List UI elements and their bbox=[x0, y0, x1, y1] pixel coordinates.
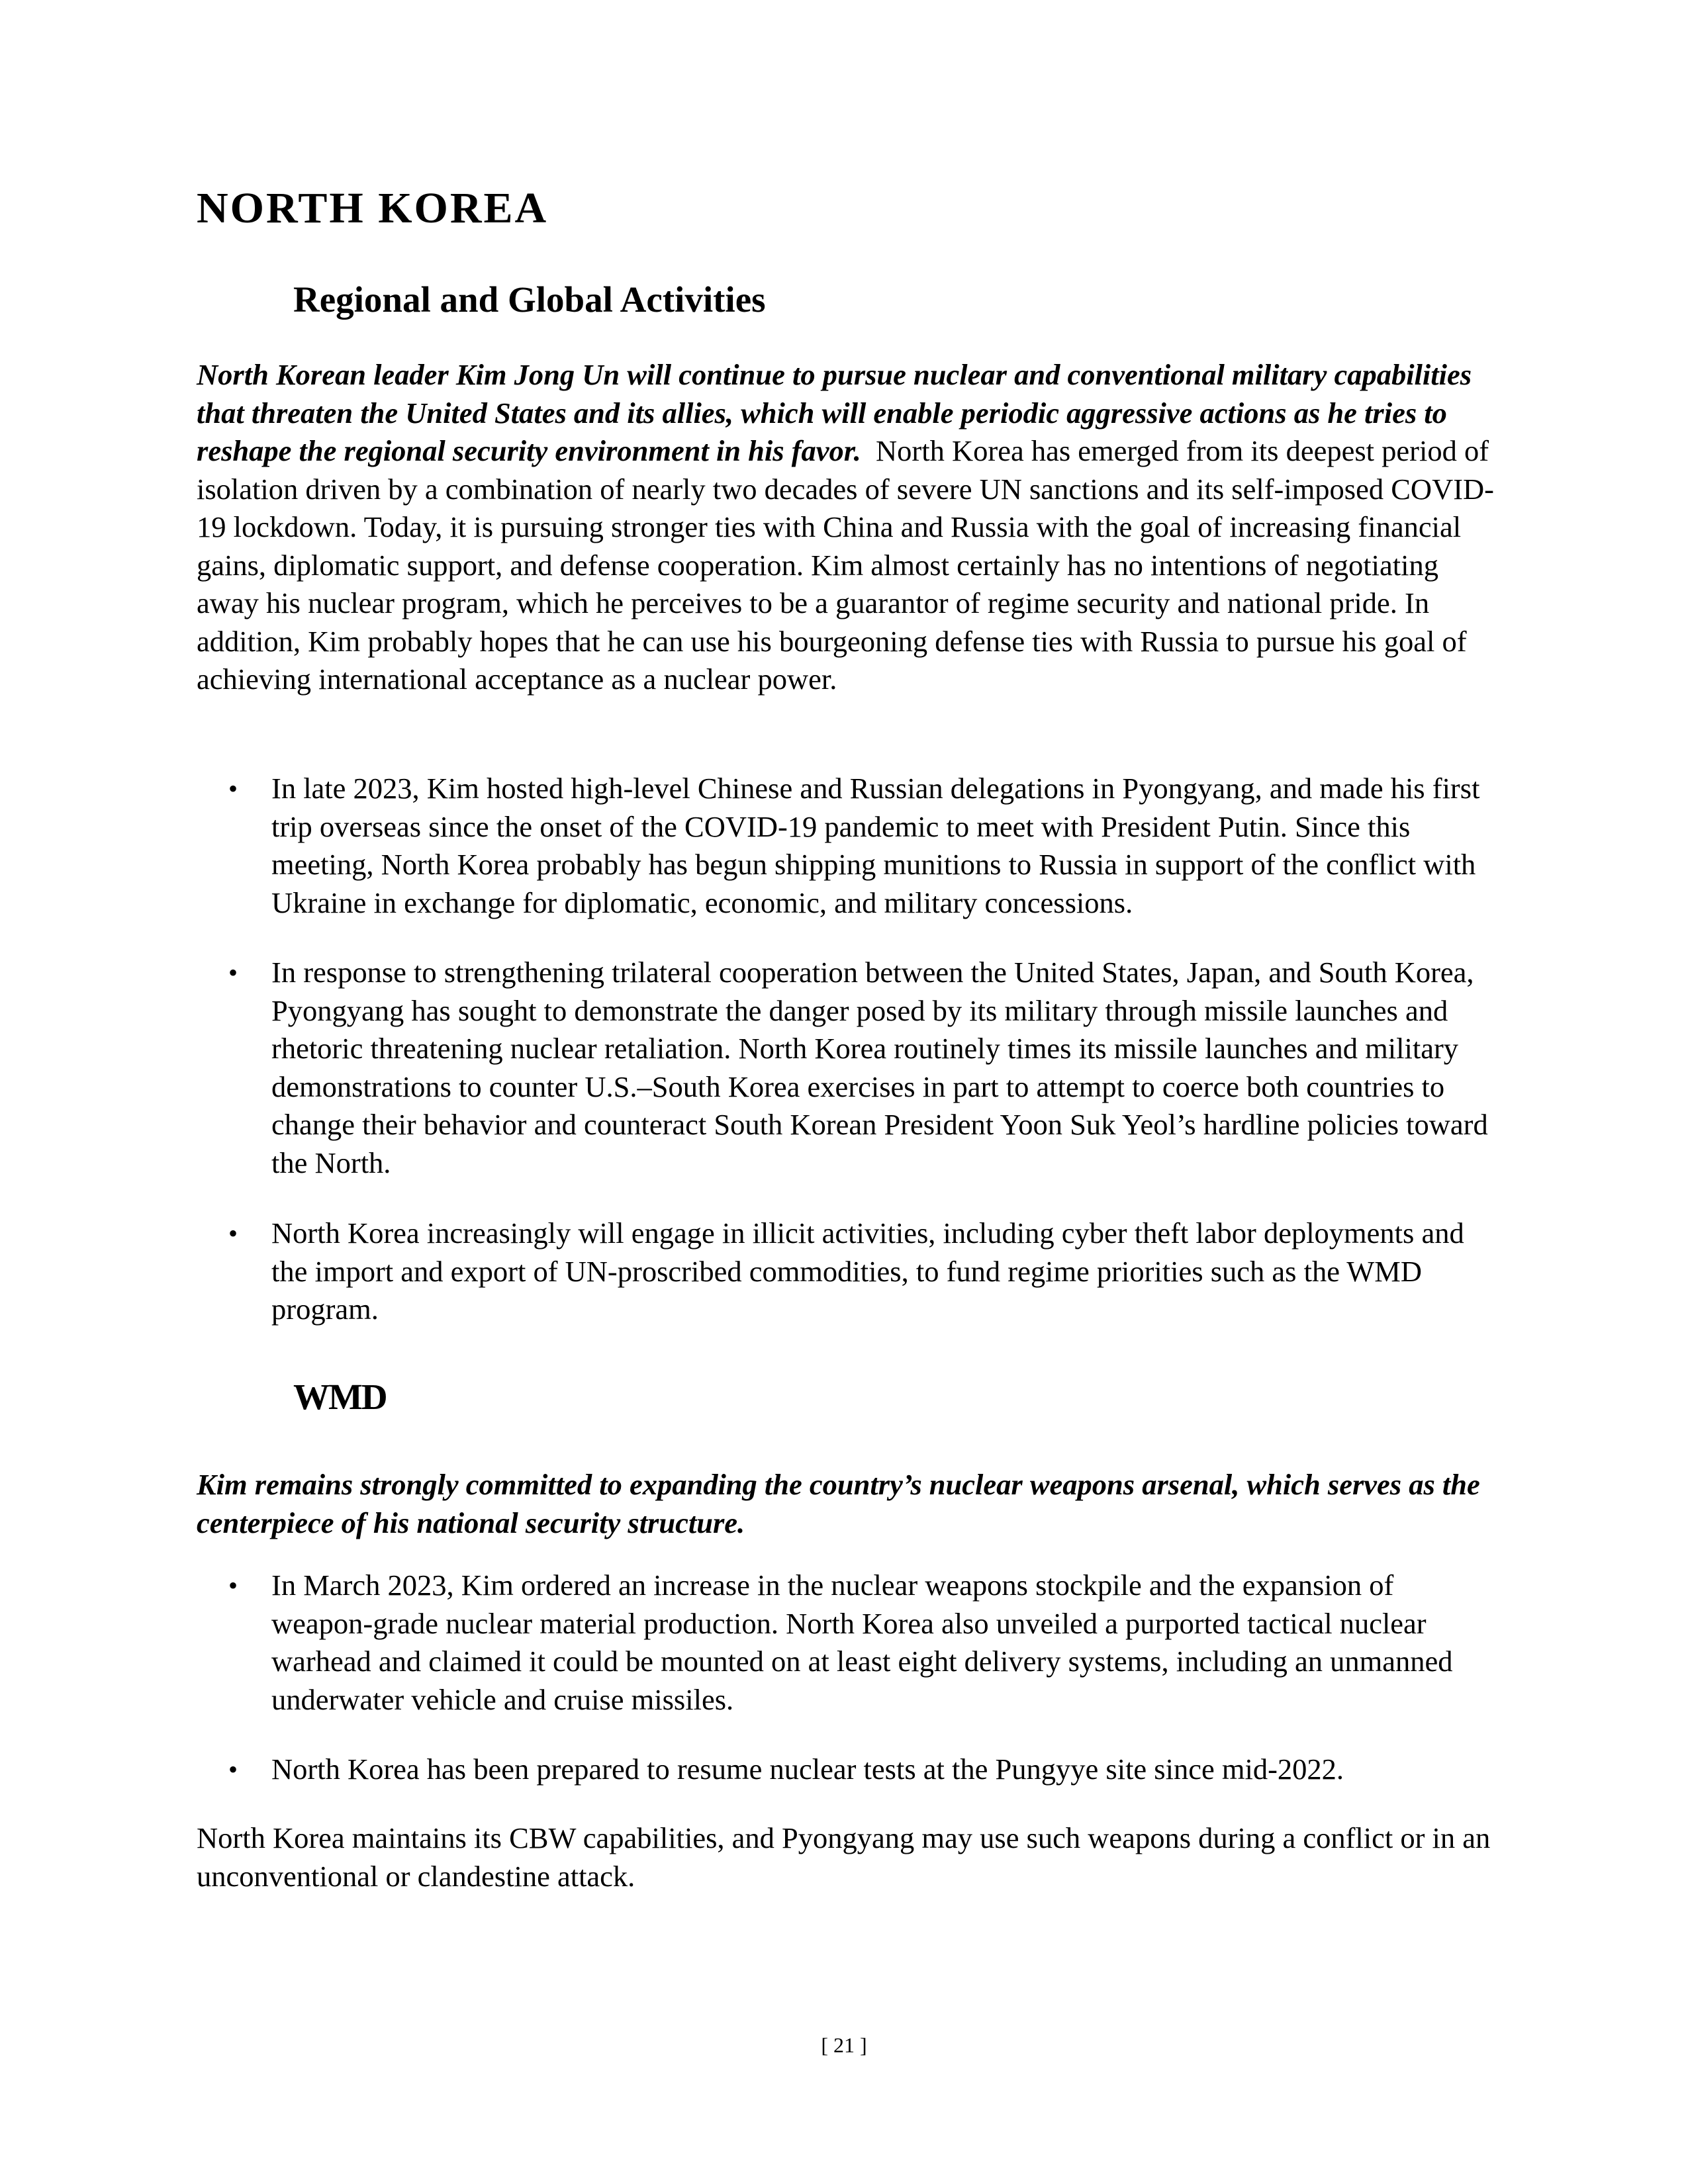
bullet-icon: • bbox=[228, 1218, 238, 1248]
bullet-icon: • bbox=[228, 774, 238, 803]
bullet-icon: • bbox=[228, 1754, 238, 1784]
regional-intro-paragraph bbox=[197, 356, 1494, 699]
page-number: [ 21 ] bbox=[821, 2033, 867, 2057]
wmd-intro-paragraph bbox=[197, 1466, 1494, 1542]
bullet-text: North Korea increasingly will engage in illicit activities, including cyber theft labor deployments and the import and export of UN-proscribed commodities, to fund regime priorities such as the WMD program. bbox=[271, 1216, 1464, 1326]
page-title: NORTH KOREA bbox=[197, 184, 549, 232]
bullet-icon: • bbox=[228, 1570, 238, 1600]
section-heading-wmd: WMD bbox=[293, 1377, 387, 1417]
bullet-text: North Korea has been prepared to resume nuclear tests at the Pungyye site since mid-2022. bbox=[271, 1752, 1344, 1786]
bullet-text: In response to strengthening trilateral cooperation between the United States, Japan, and South Korea, Pyongyang has sought to demonstrate the danger posed by its military through missile launches and rhetoric threatening nuclear retaliation. North Korea routinely times its missile launches and military demonstrations to counter U.S.–South Korea exercises in part to attempt to coerce both countries to change their behavior and counteract South Korean President Yoon Suk Yeol’s hardline policies toward the North. bbox=[271, 956, 1488, 1179]
cbw-paragraph: North Korea maintains its CBW capabilities, and Pyongyang may use such weapons during a conflict or in an unconventional or clandestine attack. bbox=[197, 1821, 1491, 1893]
bullet-icon: • bbox=[228, 958, 238, 987]
bullet-text: In March 2023, Kim ordered an increase in the nuclear weapons stockpile and the expansion of weapon-grade nuclear material production. North Korea also unveiled a purported tactical nuclear warhead and claimed it could be mounted on at least eight delivery systems, including an unmanned underwater vehicle and cruise missiles. bbox=[271, 1569, 1453, 1716]
regional-body-text: North Korea has emerged from its deepest period of isolation driven by a combination of nearly two decades of severe UN sanctions and its self-imposed COVID-19 lockdown. Today, it is pursuing stronger ties with China and Russia with the goal of increasing financial gains, diplomatic support, and defense cooperation. Kim almost certainly has no intentions of negotiating away his nuclear program, which he perceives to be a guarantor of regime security and national pride. In addition, Kim probably hopes that he can use his bourgeoning defense ties with Russia to pursue his goal of achieving international acceptance as a nuclear power. bbox=[197, 434, 1494, 696]
wmd-key-judgment: Kim remains strongly committed to expanding the country’s nuclear weapons arsenal, which serves as the centerpiece of his national security structure. bbox=[197, 1468, 1480, 1539]
bullet-text: In late 2023, Kim hosted high-level Chinese and Russian delegations in Pyongyang, and made his first trip overseas since the onset of the COVID-19 pandemic to meet with President Putin. Since this meeting, North Korea probably has begun shipping munitions to Russia in support of the conflict with Ukraine in exchange for diplomatic, economic, and military concessions. bbox=[271, 772, 1480, 919]
regional-key-judgment: North Korean leader Kim Jong Un will continue to pursue nuclear and conventional military capabilities that threaten the United States and its allies, which will enable periodic aggressive actions as he tries to reshape the regional security environment in his favor. bbox=[197, 358, 1472, 467]
section-heading-regional-global-activities: Regional and Global Activities bbox=[293, 279, 766, 320]
